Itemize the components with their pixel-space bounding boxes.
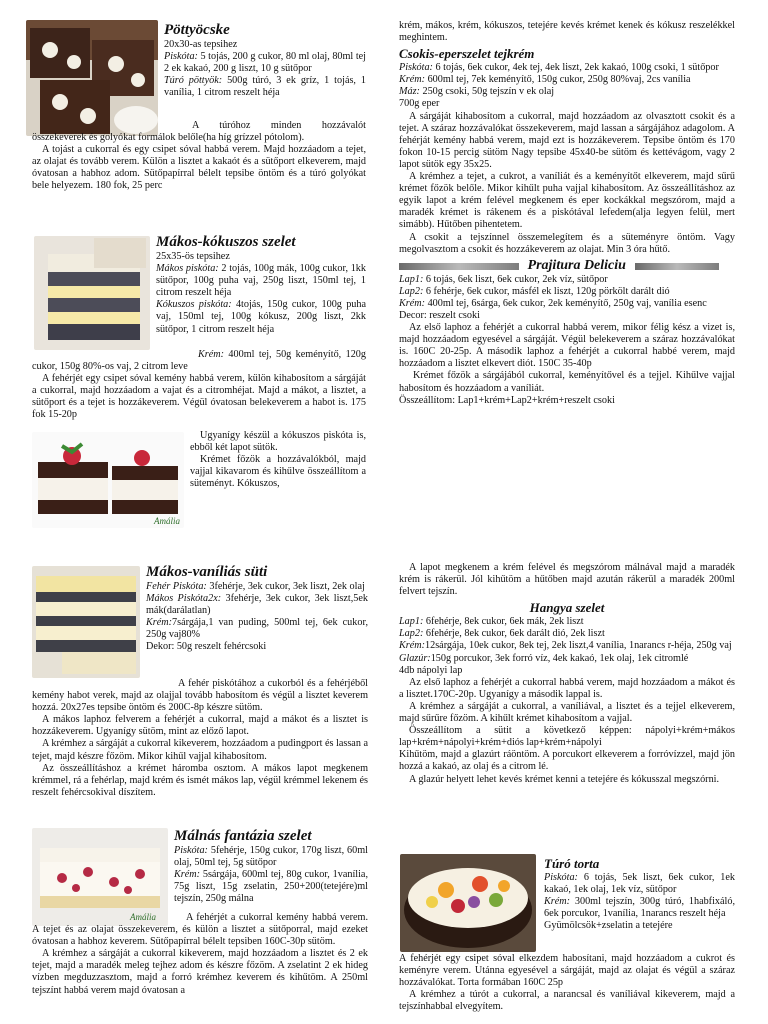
ingredients-glaze: Máz: 250g csoki, 50g tejszín v ek olaj <box>399 86 555 98</box>
makos-kokuszos-steps-2 <box>190 430 366 490</box>
malnas-recipe <box>174 828 368 905</box>
recipe-title: Pöttyöcske <box>164 22 230 38</box>
turo-torta-steps <box>399 953 735 1013</box>
step-text: Krémet főzök a hozzávalókból, majd vajjal kikavarom és kihűlve összeállítom a süteményt. Kókuszos, <box>190 454 366 490</box>
step-text: Krémet főzök a sárgájából cukorral, keményítővel és a tejjel. Kihűlve vajjal habosítom és hozzáadom a vaníliát. <box>399 370 735 394</box>
ingredients-cream: Krém: 5sárgája, 600ml tej, 80g cukor, 1vanília, 75g liszt, 15g zselatin, 250+200(tetejére)ml tejszín, 250g málna <box>174 869 368 905</box>
ingredients-lap2: Lap2: 6fehérje, 8ek cukor, 6ek darált dió, 2ek liszt <box>399 628 605 640</box>
malnas-steps <box>32 912 368 997</box>
step-text: A fehérjét egy csipet sóval kemény habbá verem, külön kihabosítom a sárgáját a cukorral, majd hozzáadom a vajat és a citromhéjat. Majd a mákot, a lisztet, a sütőport és a tejet is hozzákeverem. Végül óvatosan belekeverem a habot is. 175 fok 15-20p <box>32 373 366 421</box>
decorative-divider <box>635 263 719 270</box>
strawberry-cake-photo <box>32 432 184 528</box>
ingredients-sponge: Piskóta: 5 tojás, 200 g cukor, 80 ml olaj, 80ml tej 2 ek kakaó, 200 g liszt, 10 g sütőpor <box>164 51 366 75</box>
makos-kokuszos-recipe <box>156 234 366 336</box>
step-text: Az összeállításhoz a krémet háromba osztom. A mákos lapot megkenem krémmel, rá a fehérlap, majd krém és ismét mákos lap, végül krémmel lekenem és reszelt fehércsokival díszítem. <box>32 762 368 798</box>
step-text: A csokit a tejszínnel összemelegítem és a süteményre öntöm. Vagy megolvasztom a csokit és hozzákeverem az olajat. Min 3 óra hűtő. <box>399 231 735 255</box>
ingredients-cream: Krém: 400ml tej, 6sárga, 6ek cukor, 2ek keményítő, 250g vaj, vanília esenc <box>399 297 707 309</box>
ingredients-cream: Krém:7sárgája,1 van puding, 500ml tej, 6ek cukor, 250g vaj80% <box>146 617 368 641</box>
right-bottom-column <box>399 562 735 786</box>
pan-size: 25x35-ös tepsihez <box>156 251 230 262</box>
continuation-text: krém, mákos, krém, kókuszos, tetejére kevés krémet kenek és kókusz reszelékkel meghintem. <box>399 20 735 44</box>
makos-vanilias-steps <box>32 678 368 799</box>
step-text: A sárgáját kihabosítom a cukorral, majd hozzáadom az olvasztott csokit és a tejet. A száraz hozzávalókat összekeverem, majd lassan a sárgájához adagolom. A fehérját kemény habbá verem, majd ezt is hozzákeverem. Tepsibe öntöm és 170 fokon 10-15 percig sütöm Nagy tepsibe 45x40-be sütöm és kettévágom, vagy 2 lapot sütök egy 35x25. <box>399 110 735 170</box>
step-text: A glazúr helyett lehet kevés krémet kenni a tetejére és kókusszal megszórni. <box>409 773 720 785</box>
ingredients-cream: Krém: 300ml tejszín, 300g túró, 1habfixáló, 6ek porcukor, 1vanília, 1narancs reszelt héja <box>544 896 735 920</box>
ingredients-cream: Krém: 400ml tej, 50g keményítő, 120g cukor, 150g 80%-os vaj, 2 citrom leve <box>32 349 366 373</box>
step-text: A krémhez a túrót a cukorral, a narancsal és vaníliával kikeverem, majd a tejszínhabbal elvegyítem. <box>399 989 735 1013</box>
ingredients-strawberry: 700g eper <box>399 98 440 110</box>
recipe-heading-row <box>399 258 735 274</box>
pan-size: 20x30-as tepsihez <box>164 39 238 50</box>
ingredients-decor: Decor: reszelt csoki <box>399 309 480 321</box>
continuation-text: A lapot megkenem a krém felével és megszórom málnával majd a maradék krém is rákerül. Jól kihűtöm a hűtőben majd azután rákerül a maradék 200ml felvert tejszín. <box>399 562 735 598</box>
recipe-title: Csokis-eperszelet tejkrém <box>399 46 535 62</box>
step-text: Az első laphoz a fehérjét a cukorral habbá verem, mikor félig kész a vizet is, majd hozzáadom egyesével a sárgáját. Végül belekeverem a száraz hozzávalókat is. 160C 20-25p. A második laphoz a fehérjét a cukorral habbé verem, majd hozzáadom a lisztet elkevert diót. 150C 35-40p <box>399 322 735 370</box>
step-text: A krémhez a tejet, a cukrot, a vaníliát és a keményítőt elkeverem, majd sűrű krémet főzök belőle. Mikor kihűlt puha vajjal kihabosítom. Az összeállításhoz az egyik lapot a krém felével megkenem és eper kockákkal megszórom, majd a maradék krémet is rákenem és a piskótával lefedem(alja legyen felül, mert simább). Hűtőben pihentetem. <box>399 171 735 231</box>
ingredients-sponge: Piskóta: 6 tojás, 5ek liszt, 6ek cukor, 1ek kakaó, 1ek olaj, 1ek víz, sütőpor <box>544 872 735 896</box>
ingredients-wafer: 4db nápolyi lap <box>399 664 463 676</box>
turo-torta-photo <box>400 854 536 952</box>
recipe-title: Prajitura Deliciu <box>527 257 626 273</box>
ingredients-cream: Krém: 600ml tej, 7ek keményítő, 150g cukor, 250g 80%vaj, 2cs vanília <box>399 74 691 86</box>
ingredients-decor: Dekor: 50g reszelt fehércsoki <box>146 641 267 653</box>
step-text: A krémhez a sárgáját a cukorral kikeverem, hozzáadom a pudingport és lassan a tejet, majd készre főzöm. Mikor kihűl vajjal kihabosítom. <box>32 738 368 762</box>
step-text: A túróhoz minden hozzávalót összekeverek és golyókat formálok belőle(ha híg grízzel pótolom). <box>32 120 366 144</box>
step-text: A krémhez a sárgáját a cukorral kikeverem, majd hozzáadom a lisztet és 2 ek tejet, majd a maradék meleg tejhez adom és készre főzöm. A zselatint 2 ek hideg vízben megduzzasztom, majd a forró krémhez keverem és kihűtöm. A 250ml tejszínt habbá verem majd óvatosan a <box>32 948 368 996</box>
recipe-title: Málnás fantázia szelet <box>174 828 312 844</box>
step-text: A fehérjét egy csipet sóval elkezdem habosítani, majd hozzáadom a cukrot és keményre verem. Utánna egyesével a sárgáját, majd az olajat és végül a száraz hozzávalókat. Torta formában 160C 25p <box>399 953 735 989</box>
recipe-title: Mákos-vaníliás süti <box>146 564 268 580</box>
ingredients-sponge: Piskóta: 5fehérje, 150g cukor, 170g liszt, 60ml olaj, 50ml tej, 5g sütőpor <box>174 845 368 869</box>
makos-kokuszos-photo <box>34 236 150 350</box>
recipe-title: Túró torta <box>544 856 600 871</box>
step-text: A fehér piskótához a cukorból és a fehérjéből kemény habot verek, majd az olajjal tovább habosítom és végül a lisztet keverem hozzá. 20x27es tepsibe öntöm és 200C-8p készre sütöm. <box>32 678 368 714</box>
ingredients-lap2: Lap2: 6 fehérje, 6ek cukor, másfél ek liszt, 120g pörkölt darált dió <box>399 285 670 297</box>
ingredients-sponge: Piskóta: 6 tojás, 6ek cukor, 4ek tej, 4ek liszt, 2ek kakaó, 100g csoki, 1 sütőpor <box>399 62 719 74</box>
ingredients-fruit: Gyümölcsök+zselatin a tetejére <box>544 920 673 932</box>
ingredients-lap1: Lap1: 6 tojás, 6ek liszt, 6ek cukor, 2ek víz, sütőpor <box>399 273 608 285</box>
step-text: Összeállítom a sütit a következő képpen: nápolyi+krém+mákos lap+krém+nápolyi+krém+diós lap+krém+nápolyi <box>399 725 735 749</box>
step-text: A krémhez a sárgáját a cukorral, a vaníliával, a lisztet és a tejjel elkeverem, majd sűrűre főzöm. A kihűlt krémet kihabosítom a vajjal. <box>399 700 735 725</box>
step-text: Ugyanígy készül a kókuszos piskóta is, ebből két lapot sütök. <box>190 430 366 454</box>
ingredients-poppy-sponge: Mákos Piskóta2x: 3fehérje, 3ek cukor, 3ek liszt,5ek mák(darálatlan) <box>146 593 368 617</box>
ingredients-poppy: Mákos piskóta: 2 tojás, 100g mák, 100g cukor, 1kk sütőpor, 100g puha vaj, 250g liszt, 150ml tej, 1 citrom reszelt héja <box>156 263 366 299</box>
ingredients-glaze: Glazúr:150g porcukor, 3ek forró víz, 4ek kakaó, 1ek olaj, 1ek citromlé <box>399 652 689 664</box>
step-text: A tojást a cukorral és egy csipet sóval habbá verem. Majd hozzáadom a tejet, az olajat és tovább verem. Külön a lisztet a kakaót és a sütőport elkeverem, majd óvatosan a habhoz adom. Sütőpapírral bélelt tepsibe öntöm és a túró golyókat bele helyezem. 180 fok, 25 perc <box>32 144 366 192</box>
ingredients-curd: Túró pöttyök: 500g túró, 3 ek gríz, 1 tojás, 1 vanília, 1 citrom reszelt héja <box>164 75 367 99</box>
decorative-divider <box>399 263 519 270</box>
pottyoscske-steps <box>32 120 366 193</box>
ingredients-lap1: Lap1: 6fehérje, 8ek cukor, 6ek mák, 2ek liszt <box>399 616 584 628</box>
step-text: A mákos laphoz felverem a fehérjét a cukorral, majd a mákot és a lisztet is hozzákeverem. Ugyanígy sütöm, mint az előző lapot. <box>32 714 368 738</box>
step-text: Az első laphoz a fehérjét a cukorral habbá verem, majd hozzáadom a mákot és a lisztet.170C-20p. Ugyanígy a második lappal is. <box>399 676 735 700</box>
ingredients-coconut: Kókuszos piskóta: 4tojás, 150g cukor, 100g puha vaj, 150ml tej, 100g kókusz, 200g liszt, 2kk sütőpor, 1 citrom reszelt héja <box>156 299 366 335</box>
makos-kokuszos-steps <box>32 349 366 422</box>
pottyoscske-recipe <box>164 22 366 99</box>
pottyoscske-photo <box>26 20 158 136</box>
step-text: Összeállítom: Lap1+krém+Lap2+krém+reszelt csoki <box>399 394 615 406</box>
ingredients-white-sponge: Fehér Piskóta: 3fehérje, 3ek cukor, 3ek liszt, 2ek olaj <box>146 581 365 592</box>
right-top-column <box>399 20 735 407</box>
turo-torta-recipe <box>544 856 735 932</box>
recipe-title: Hangya szelet <box>529 600 605 616</box>
step-text: Kihűtöm, majd a glazúrt ráöntöm. A porcukort elkeverem a forróvízzel, majd jön hozzá a kakaó, az olaj és a citrom lé. <box>399 749 735 773</box>
makos-vanilias-recipe <box>146 564 368 654</box>
amalia-logo: Amália <box>130 912 156 922</box>
amalia-logo: Amália <box>154 516 180 526</box>
makos-vanilias-photo <box>32 566 140 678</box>
recipe-title: Mákos-kókuszos szelet <box>156 234 296 250</box>
ingredients-cream: Krém:12sárgája, 10ek cukor, 8ek tej, 2ek liszt,4 vanília, 1narancs r-héja, 250g vaj <box>399 640 732 652</box>
step-text: A fehérjét a cukorral kemény habbá verem. A tejet és az olajat összekeverem, és külön a lisztet a sütőporral, majd ezeket óvatosan a habhoz keverem. Sütőpapírral bélelt tepsiben 160C-30p sütöm. <box>32 912 368 948</box>
